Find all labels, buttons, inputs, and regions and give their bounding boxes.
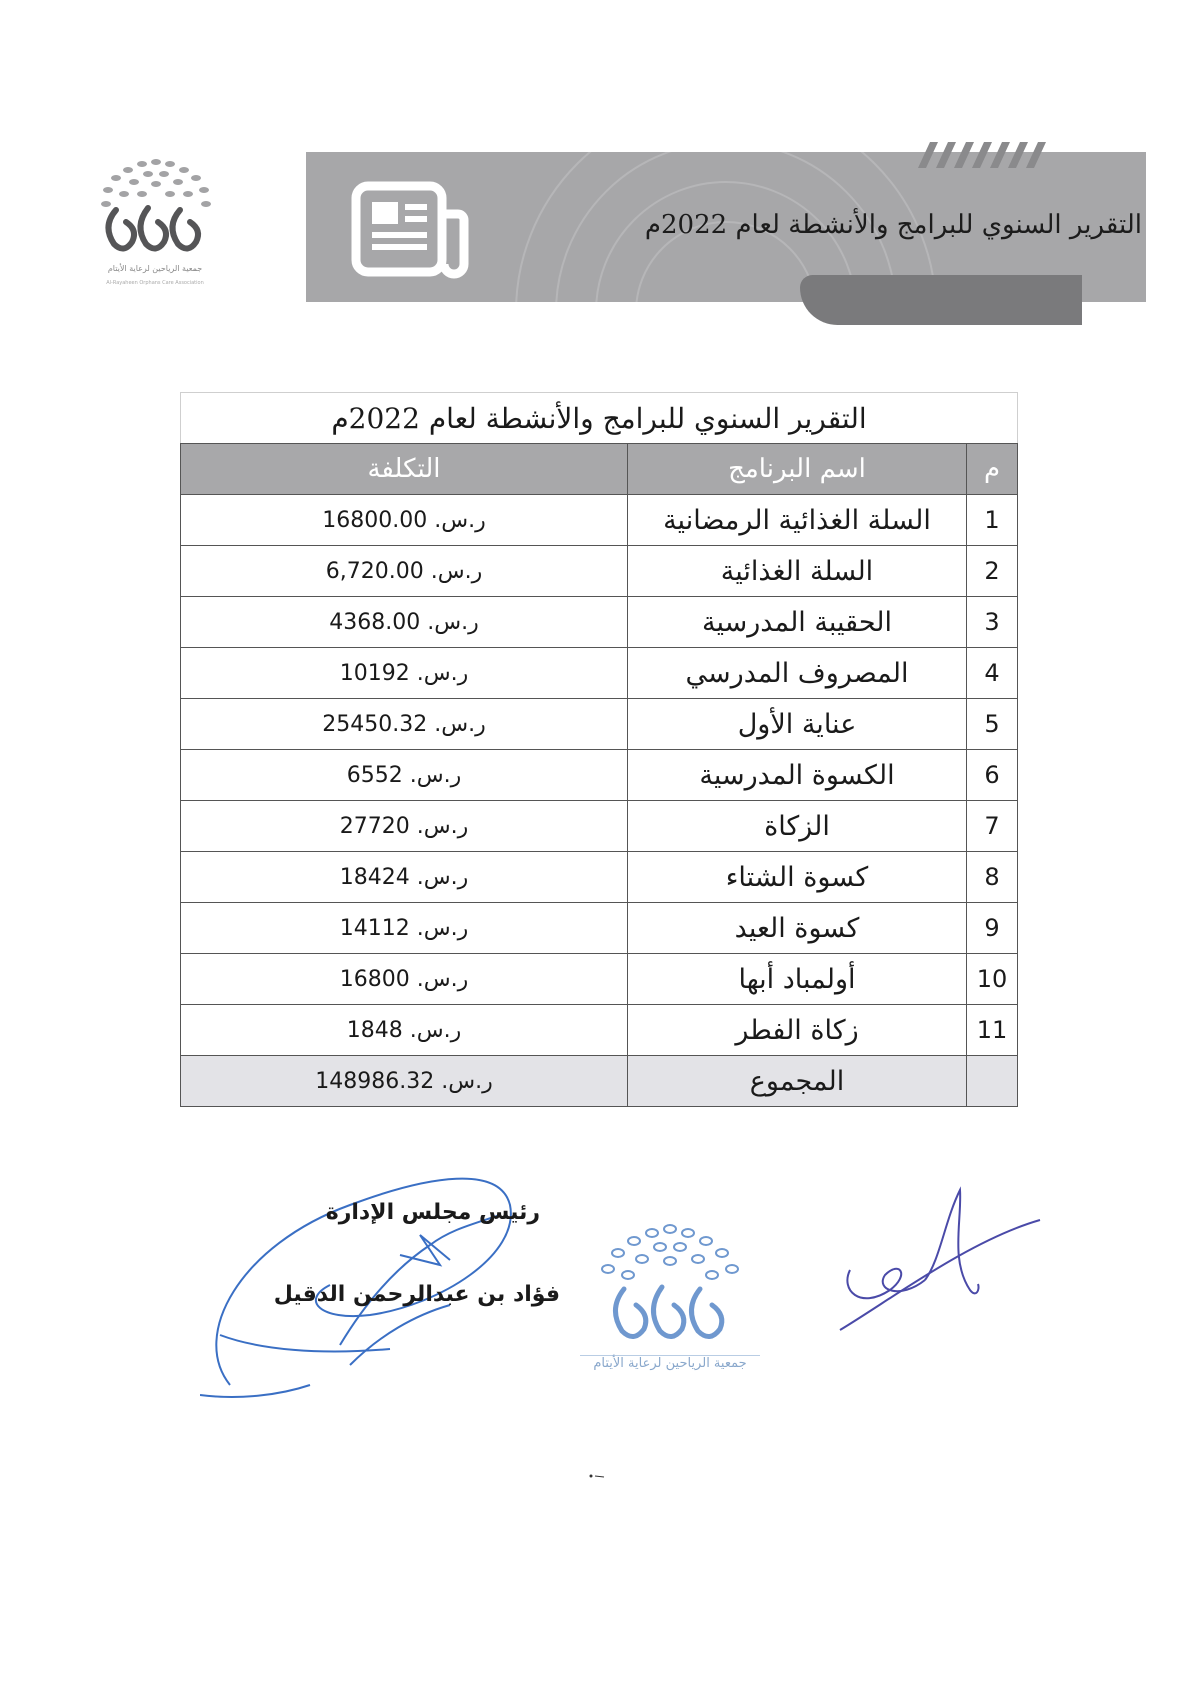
row-program-name: الكسوة المدرسية [628, 750, 967, 801]
banner-dark-accent [800, 275, 1082, 325]
row-cost: ر.س. 16800.00 [181, 495, 628, 546]
table-row [181, 699, 1018, 750]
row-cost: ر.س. 10192 [181, 648, 628, 699]
row-number: 11 [967, 1005, 1018, 1056]
page-title: التقرير السنوي للبرامج والأنشطة لعام 2022م [644, 210, 1142, 240]
row-cost: ر.س. 6552 [181, 750, 628, 801]
table-row [181, 597, 1018, 648]
row-program-name: المصروف المدرسي [628, 648, 967, 699]
row-number: 6 [967, 750, 1018, 801]
column-header-cost: التكلفة [181, 444, 628, 495]
second-signature [830, 1180, 1050, 1350]
table-row [181, 852, 1018, 903]
table-row [181, 648, 1018, 699]
stamp-caption: جمعية الرياحين لرعاية الأيتام [580, 1355, 760, 1371]
scan-dot-mark [588, 1472, 608, 1480]
row-number: 4 [967, 648, 1018, 699]
row-program-name: عناية الأول [628, 699, 967, 750]
table-row [181, 750, 1018, 801]
row-cost: ر.س. 18424 [181, 852, 628, 903]
table-row [181, 546, 1018, 597]
row-cost: ر.س. 6,720.00 [181, 546, 628, 597]
row-number: 5 [967, 699, 1018, 750]
chairman-signature [200, 1135, 560, 1415]
table-header-row [181, 444, 1018, 495]
table-title-row [181, 393, 1018, 444]
table-row [181, 801, 1018, 852]
row-number: 3 [967, 597, 1018, 648]
row-number: 8 [967, 852, 1018, 903]
banner-stripes-decoration [908, 142, 1088, 168]
row-program-name: أولمباد أبها [628, 954, 967, 1005]
row-number: 10 [967, 954, 1018, 1005]
organization-stamp [580, 1215, 760, 1355]
logo-caption: جمعية الرياحين لرعاية الأيتام [107, 264, 203, 273]
chairman-title: رئيس مجلس الإدارة [325, 1200, 540, 1225]
row-program-name: السلة الغذائية الرمضانية [628, 495, 967, 546]
row-cost: ر.س. 16800 [181, 954, 628, 1005]
chairman-name: فؤاد بن عبدالرحمن الدقيل [273, 1282, 560, 1307]
total-cost: ر.س. 148986.32 [181, 1056, 628, 1107]
table-row [181, 1005, 1018, 1056]
table-body [181, 495, 1018, 1056]
row-number: 2 [967, 546, 1018, 597]
row-cost: ر.س. 25450.32 [181, 699, 628, 750]
table-total-row [181, 1056, 1018, 1107]
row-program-name: كسوة العيد [628, 903, 967, 954]
row-number: 7 [967, 801, 1018, 852]
row-program-name: الحقيبة المدرسية [628, 597, 967, 648]
table-row [181, 903, 1018, 954]
logo-subcaption: Al-Rayaheen Orphans Care Association [106, 280, 204, 286]
row-cost: ر.س. 27720 [181, 801, 628, 852]
column-header-name: اسم البرنامج [628, 444, 967, 495]
total-label: المجموع [628, 1056, 967, 1107]
row-cost: ر.س. 1848 [181, 1005, 628, 1056]
row-program-name: زكاة الفطر [628, 1005, 967, 1056]
report-table [180, 392, 1018, 1107]
row-program-name: الزكاة [628, 801, 967, 852]
row-program-name: السلة الغذائية [628, 546, 967, 597]
column-header-number: م [967, 444, 1018, 495]
row-cost: ر.س. 14112 [181, 903, 628, 954]
table-title: التقرير السنوي للبرامج والأنشطة لعام 2022م [181, 393, 1018, 444]
tree-logo-icon [86, 148, 226, 263]
table-row [181, 495, 1018, 546]
newspaper-icon [350, 180, 470, 280]
row-program-name: كسوة الشتاء [628, 852, 967, 903]
row-cost: ر.س. 4368.00 [181, 597, 628, 648]
total-number-cell [967, 1056, 1018, 1107]
table-row [181, 954, 1018, 1005]
row-number: 1 [967, 495, 1018, 546]
row-number: 9 [967, 903, 1018, 954]
